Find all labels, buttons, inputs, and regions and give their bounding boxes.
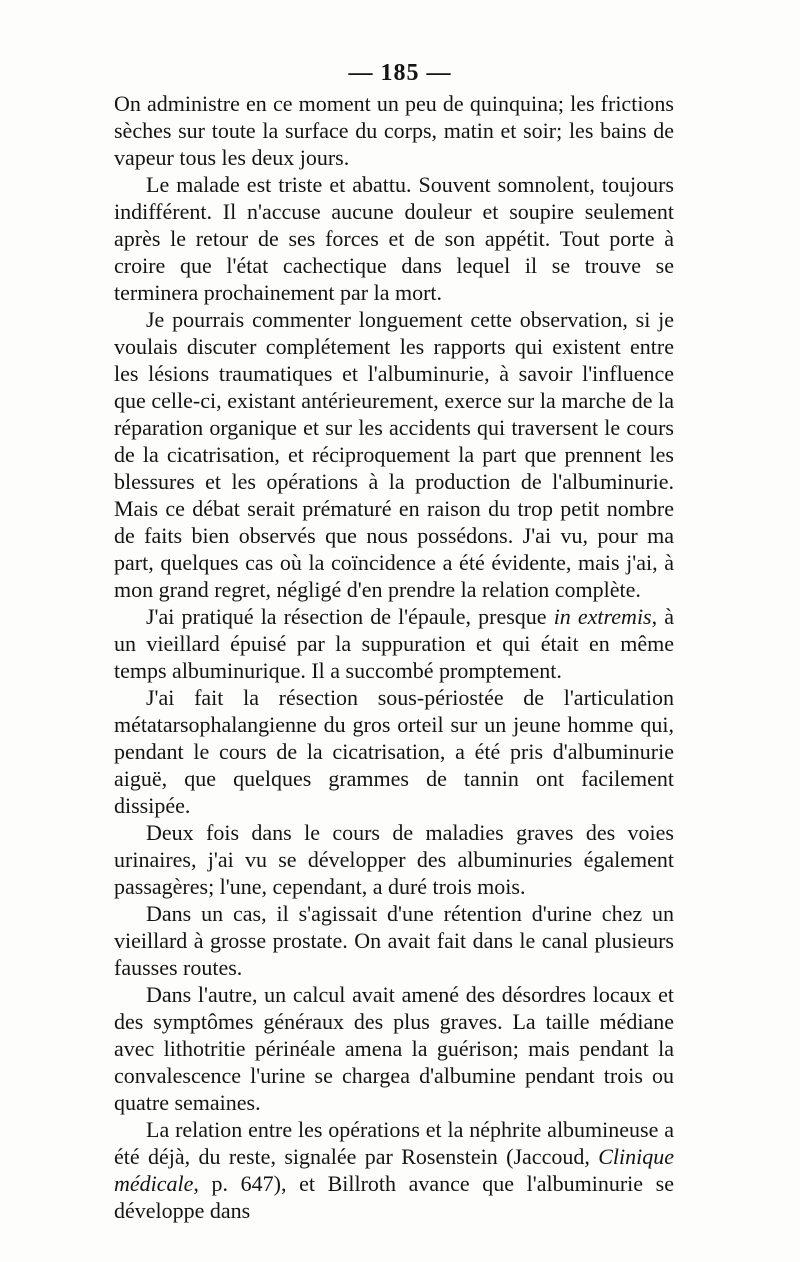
paragraph-6: Deux fois dans le cours de maladies graves des voies urinaires, j'ai vu se développer des albuminuries également passagères; l'une, cependant, a duré trois mois. — [114, 820, 674, 899]
paragraph-1: On administre en ce moment un peu de quinquina; les frictions sèches sur toute la surface du corps, matin et soir; les bains de vapeur tous les deux jours. — [114, 91, 674, 170]
paragraph-3: Je pourrais commenter longuement cette observation, si je voulais discuter complétement les rapports qui existent entre les lésions traumatiques et l'albuminurie, à savoir l'influence que celle-ci, existant antérieurement, exerce sur la marche de la réparation organique et sur les accidents qui traversent le cours de la cicatrisation, et réciproquement la part que prennent les blessures et les opérations à la production de l'albuminurie. Mais ce débat serait prématuré en raison du trop petit nombre de faits bien observés que nous possédons. J'ai vu, pour ma part, quelques cas où la coïncidence a été évidente, mais j'ai, à mon grand regret, négligé d'en prendre la relation complète. — [114, 307, 674, 602]
paragraph-4-italic: in extremis — [553, 604, 652, 629]
paragraph-9-italic: Clinique médicale — [114, 1144, 674, 1196]
paragraph-2: Le malade est triste et abattu. Souvent somnolent, toujours indifférent. Il n'accuse aucune douleur et soupire seulement après le retour de ses forces et de son appétit. Tout porte à croire que l'état cachectique dans lequel il se trouve se terminera prochainement par la mort. — [114, 172, 674, 305]
body-text — [114, 90, 674, 1224]
paragraph-4 — [114, 603, 674, 684]
paragraph-5: J'ai fait la résection sous-périostée de l'articulation métatarsophalangienne du gros orteil sur un jeune homme qui, pendant le cours de la cicatrisation, a été pris d'albuminurie aiguë, que quelques grammes de tannin ont facilement dissipée. — [114, 685, 674, 818]
paragraph-7: Dans un cas, il s'agissait d'une rétention d'urine chez un vieillard à grosse prostate. On avait fait dans le canal plusieurs fausses routes. — [114, 901, 674, 980]
paragraph-9-text-after: , p. 647), et Billroth avance que l'albuminurie se développe dans — [114, 1171, 674, 1223]
paragraph-4-text-before: J'ai pratiqué la résection de l'épaule, presque — [146, 604, 554, 629]
paragraph-9-text-before: La relation entre les opérations et la néphrite albumineuse a été déjà, du reste, signalée par Rosenstein (Jaccoud, — [114, 1117, 674, 1169]
paragraph-4-text-after: , à un vieillard épuisé par la suppuration et qui était en même temps albuminurique. Il a succombé promptement. — [114, 604, 674, 683]
paragraph-9 — [114, 1116, 674, 1224]
paragraph-8: Dans l'autre, un calcul avait amené des désordres locaux et des symptômes généraux des plus graves. La taille médiane avec lithotritie périnéale amena la guérison; mais pendant la convalescence l'urine se chargea d'albumine pendant trois ou quatre semaines. — [114, 982, 674, 1115]
page-number: — 185 — — [348, 60, 452, 86]
